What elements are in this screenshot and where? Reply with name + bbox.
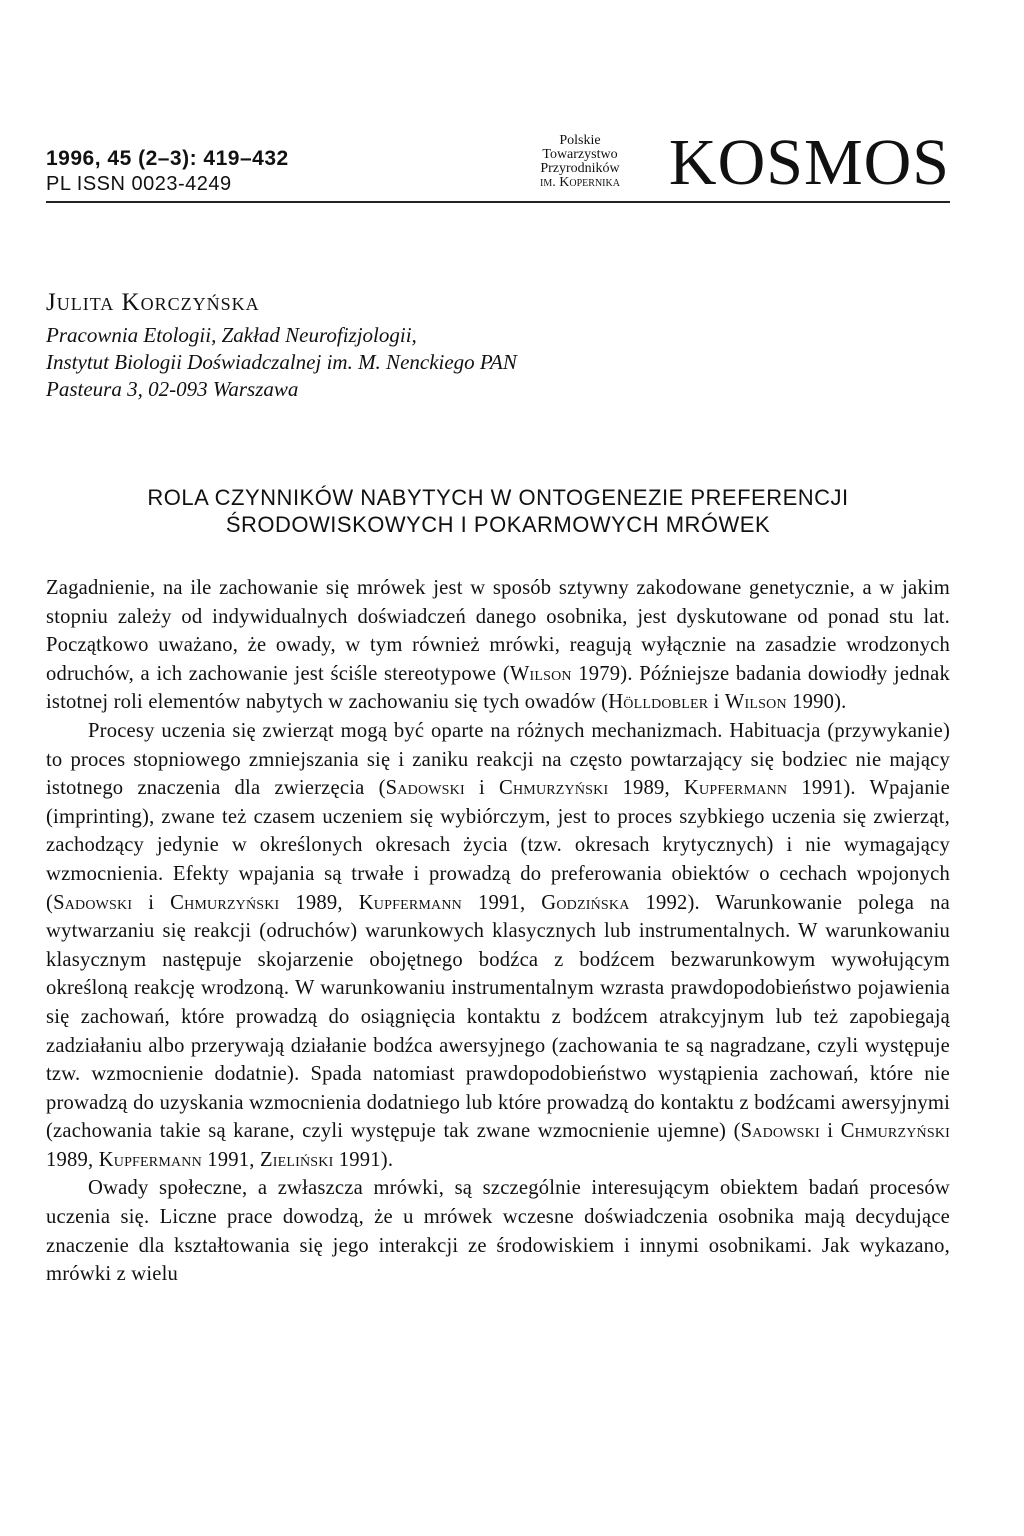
text-run: i [464, 777, 500, 800]
text-run: 1979). Późniejsze badania dowiodły jednak istotnej roli elementów nabytych w zachowaniu się tych owadów ( [46, 662, 950, 714]
society-line: Polskie [559, 133, 601, 148]
paragraph [46, 717, 950, 1175]
text-run: 1991, [201, 1148, 260, 1171]
article-body [46, 574, 950, 1289]
citation-author: Chmurzyński [499, 777, 609, 800]
citation-author: Chmurzyński [170, 891, 280, 914]
text-run: 1989, [608, 777, 684, 800]
text-run: 1991). Wpajanie (imprinting), zwane też czasem uczeniem się wybiórczym, jest to proces szybkiego uczenia się zwierząt, zachodzący jedynie w określonych okresach życia (tzw. okresach krytycznych) i nie wymagający wzmocnienia. Efekty wpajania są trwałe i prowadzą do preferowania obiektów o cechach wpojonych ( [46, 777, 950, 914]
article-title [46, 484, 950, 538]
journal-title: KOSMOS [668, 126, 950, 199]
society-name [520, 134, 640, 190]
affiliation-line: Instytut Biologii Doświadczalnej im. M. Nenckiego PAN [46, 350, 517, 374]
society-line: im. Kopernika [540, 175, 620, 190]
citation-author: Zieliński [259, 1148, 334, 1171]
citation-author: Kupfermann [98, 1148, 202, 1171]
text-run: 1992). Warunkowanie polega na wytwarzaniu się reakcji (odruchów) warunkowych klasycznych lub instrumentalnych. W warunkowaniu klasycznym następuje skojarzenie obojętnego bodźca z bodźcem bezwarunkowym wywołującym określoną reakcję wrodzoną. W warunkowaniu instrumentalnym wzrasta prawdopodobieństwo pojawienia się zachowań, które prowadzą do osiągnięcia kontaktu z bodźcem atrakcyjnym lub też zapobiegają zadziałaniu albo przerywają działanie bodźca awersyjnego (zachowania te są nagradzane, czyli występuje tzw. wzmocnienie dodatnie). Spada natomiast prawdopodobieństwo wystąpienia zachowań, które nie prowadzą do uzyskania wzmocnienia dodatniego lub które prowadzą do kontaktu z bodźcami awersyjnymi (zachowania takie są karane, czyli występuje tak zwane wzmocnienie ujemne) ( [46, 891, 950, 1143]
text-run: i [819, 1120, 841, 1143]
volume-citation: 1996, 45 (2–3): 419–432 [46, 147, 289, 170]
title-line: ROLA CZYNNIKÓW NABYTYCH W ONTOGENEZIE PREFERENCJI [147, 485, 849, 510]
citation-author: Sadowski [385, 777, 465, 800]
citation-author: Sadowski [740, 1120, 820, 1143]
citation-author: Godzińska [541, 891, 630, 914]
title-line: ŚRODOWISKOWYCH I POKARMOWYCH MRÓWEK [225, 512, 771, 537]
paragraph [46, 574, 950, 717]
citation-block [46, 146, 289, 196]
issn: PL ISSN 0023-4249 [46, 173, 232, 195]
paragraph [46, 1174, 950, 1288]
author-name: Julita Korczyńska [46, 289, 260, 316]
text-run: i [132, 891, 171, 914]
text-run: 1989, [46, 1148, 99, 1171]
header-divider [46, 201, 950, 203]
text-run: Procesy uczenia się zwierząt mogą być oparte na różnych mechanizmach. Habituacja (przywykanie) to proces stopniowego zmniejszania się i zaniku reakcji na często powtarzający się bodziec nie mający istotnego znaczenia dla zwierzęcia ( [46, 719, 950, 800]
text-run: Zagadnienie, na ile zachowanie się mrówek jest w sposób sztywny zakodowane genetycznie, a w jakim stopniu zależy od indywidualnych doświadczeń danego osobnika, jest dyskutowane od ponad stu lat. Początkowo uważano, że owady, w tym również mrówki, reagują wyłącznie na zasadzie wrodzonych odruchów, a ich zachowanie jest ściśle stereotypowe ( [46, 577, 950, 685]
citation-author: Kupfermann [358, 891, 462, 914]
text-run: i [708, 691, 725, 714]
text-run: 1991, [461, 891, 542, 914]
society-line: Towarzystwo [542, 147, 618, 162]
text-run: Owady społeczne, a zwłaszcza mrówki, są szczególnie interesującym obiektem badań procesów uczenia się. Liczne prace dowodzą, że u mrówek wczesne doświadczenia osobnika mają decydujące znaczenie dla kształtowania się jego interakcji ze środowiskiem i innymi osobnikami. Jak wykazano, mrówki z wielu [46, 1177, 950, 1286]
citation-author: Hölldobler [608, 691, 709, 714]
citation-author: Kupfermann [683, 777, 788, 800]
affiliation [46, 322, 517, 403]
citation-author: Chmurzyński [840, 1120, 950, 1143]
text-run: 1990). [786, 691, 847, 714]
affiliation-line: Pasteura 3, 02-093 Warszawa [46, 377, 299, 401]
citation-author: Wilson [724, 691, 787, 714]
text-run: 1989, [279, 891, 359, 914]
society-line: Przyrodników [540, 161, 620, 176]
journal-header [46, 128, 950, 200]
text-run: 1991). [333, 1148, 394, 1171]
citation-author: Sadowski [53, 891, 133, 914]
affiliation-line: Pracownia Etologii, Zakład Neurofizjologii, [46, 323, 417, 347]
citation-author: Wilson [509, 662, 572, 685]
